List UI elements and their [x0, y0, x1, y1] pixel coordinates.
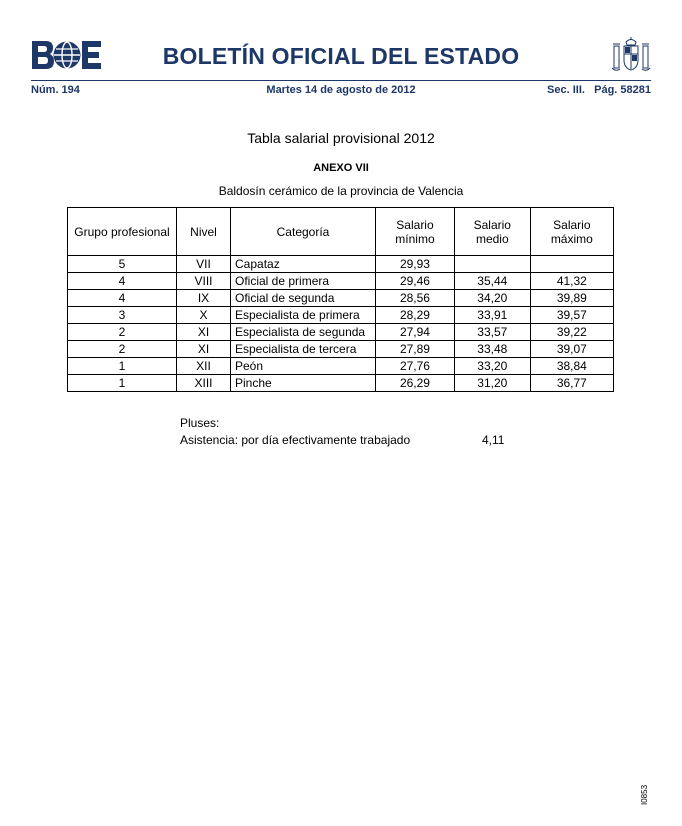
cell-salario-maximo: 39,07: [530, 341, 613, 358]
cell-categoria: Pinche: [231, 375, 376, 392]
table-row: [68, 358, 614, 375]
cell-grupo: 3: [68, 307, 177, 324]
table-row: [68, 273, 614, 290]
header-title: BOLETÍN OFICIAL DEL ESTADO: [162, 43, 520, 69]
cell-categoria: Especialista de primera: [231, 307, 376, 324]
header-salario-minimo: [376, 208, 455, 256]
cell-categoria: Especialista de segunda: [231, 324, 376, 341]
header-nivel: Nivel: [177, 208, 231, 256]
cell-grupo: 4: [68, 273, 177, 290]
cell-nivel: XI: [177, 324, 231, 341]
cell-grupo: 5: [68, 256, 177, 273]
cell-salario-medio: 33,57: [454, 324, 530, 341]
cell-salario-medio: 35,44: [454, 273, 530, 290]
cell-nivel: VIII: [177, 273, 231, 290]
table-row: [68, 341, 614, 358]
document-subtitle: Baldosín cerámico de la provincia de Valencia: [218, 184, 464, 198]
cell-nivel: XII: [177, 358, 231, 375]
cell-salario-medio: 34,20: [454, 290, 530, 307]
pluses-item-label: Asistencia: por día efectivamente trabajado: [180, 433, 411, 447]
table-header-row: [68, 208, 614, 256]
cell-salario-maximo: [530, 256, 613, 273]
cell-salario-minimo: 29,46: [376, 273, 455, 290]
cell-nivel: VII: [177, 256, 231, 273]
cell-salario-minimo: 27,94: [376, 324, 455, 341]
side-reference-code: I0853: [640, 784, 649, 805]
header-min-line2: mínimo: [395, 231, 435, 246]
cell-salario-minimo: 27,76: [376, 358, 455, 375]
header-med-line2: medio: [475, 231, 509, 246]
issue-number: Núm. 194: [31, 84, 80, 96]
cell-salario-maximo: 36,77: [530, 375, 613, 392]
table-row: [68, 256, 614, 273]
header-categoria: Categoría: [231, 208, 376, 256]
cell-categoria: Oficial de segunda: [231, 290, 376, 307]
cell-categoria: Capataz: [231, 256, 376, 273]
pluses-item-value: 4,11: [482, 433, 505, 447]
coat-of-arms-icon: [610, 36, 652, 74]
cell-grupo: 1: [68, 375, 177, 392]
cell-nivel: X: [177, 307, 231, 324]
cell-salario-minimo: 26,29: [376, 375, 455, 392]
salary-table: [67, 207, 614, 392]
section-page: Sec. III. Pág. 58281: [547, 84, 651, 96]
cell-salario-maximo: 39,89: [530, 290, 613, 307]
annex-heading: ANEXO VII: [313, 162, 369, 174]
table-row: [68, 324, 614, 341]
cell-salario-minimo: 27,89: [376, 341, 455, 358]
cell-salario-maximo: 41,32: [530, 273, 613, 290]
cell-categoria: Peón: [231, 358, 376, 375]
cell-salario-medio: 33,48: [454, 341, 530, 358]
cell-grupo: 2: [68, 341, 177, 358]
cell-salario-medio: [454, 256, 530, 273]
header-rule: [31, 80, 651, 81]
cell-salario-medio: 31,20: [454, 375, 530, 392]
pluses-heading: Pluses:: [180, 416, 220, 430]
cell-salario-maximo: 38,84: [530, 358, 613, 375]
cell-categoria: Oficial de primera: [231, 273, 376, 290]
cell-nivel: XI: [177, 341, 231, 358]
issue-date: Martes 14 de agosto de 2012: [266, 84, 416, 96]
cell-salario-medio: 33,20: [454, 358, 530, 375]
cell-grupo: 2: [68, 324, 177, 341]
cell-salario-minimo: 28,56: [376, 290, 455, 307]
cell-salario-maximo: 39,22: [530, 324, 613, 341]
table-row: [68, 290, 614, 307]
header-med-line1: Salario: [473, 217, 511, 232]
cell-nivel: XIII: [177, 375, 231, 392]
header-max-line2: máximo: [550, 231, 593, 246]
table-row: [68, 375, 614, 392]
cell-salario-maximo: 39,57: [530, 307, 613, 324]
table-row: [68, 307, 614, 324]
header-salario-maximo: [530, 208, 613, 256]
cell-salario-minimo: 28,29: [376, 307, 455, 324]
header-max-line1: Salario: [553, 217, 591, 232]
cell-salario-medio: 33,91: [454, 307, 530, 324]
header-min-line1: Salario: [396, 217, 434, 232]
header-grupo: Grupo profesional: [68, 208, 177, 256]
cell-categoria: Especialista de tercera: [231, 341, 376, 358]
document-title: Tabla salarial provisional 2012: [247, 130, 435, 146]
cell-grupo: 4: [68, 290, 177, 307]
cell-grupo: 1: [68, 358, 177, 375]
header-salario-medio: [454, 208, 530, 256]
cell-salario-minimo: 29,93: [376, 256, 455, 273]
cell-nivel: IX: [177, 290, 231, 307]
